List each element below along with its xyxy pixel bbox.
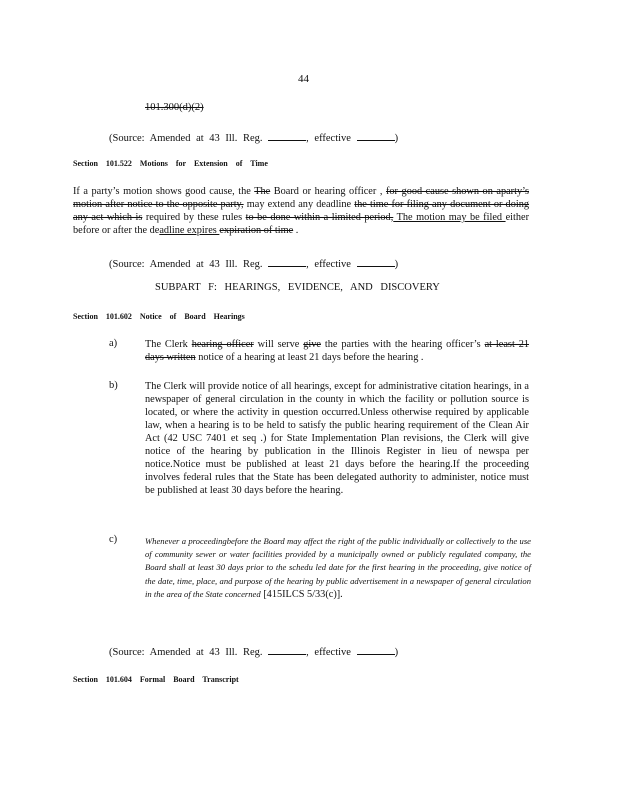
section-522-paragraph: If a party’s motion shows good cause, the The Board or hearing officer , for good cause shown on aparty’s motion after notice to the opposite party, may extend any deadline the time for filing any document or doing any act which is required by these rules to be done within a limited period, The motion may be filed either before or after the deadline expires expiration of time . xyxy=(73,186,530,236)
blank-line xyxy=(268,644,306,655)
source-line: (Source: Amended at 43 Ill. Reg. , effective ) xyxy=(109,256,398,270)
item-c-text: Whenever a proceedingbefore the Board may affect the right of the public individually or collectively to the use of community sewer or water facilities provided by a municipally owned or publicly regulated company, the Board shall at least 30 days prior to the schedu led date for the first hearing in the proceeding, give notice of the date, time, place, and purpose of the hearing by public advertisement in a newspaper of general circulation in the area of the State concerned [415ILCS 5/33(c)]. xyxy=(145,536,531,600)
blank-line xyxy=(268,130,306,141)
item-a-label: a) xyxy=(109,338,118,349)
page-number: 44 xyxy=(298,73,309,85)
blank-line xyxy=(357,256,395,267)
deleted-citation: 101.300(d)(2) xyxy=(145,102,204,113)
item-a-text: The Clerk hearing officer will serve give the parties with the hearing officer’s at least 21 days written notice of a hearing at least 21 days before the hearing . xyxy=(145,339,530,363)
source-label: (Source: xyxy=(109,133,145,144)
subpart-title: SUBPART F: HEARINGS, EVIDENCE, AND DISCOVERY xyxy=(155,282,440,293)
item-c-label: c) xyxy=(109,534,118,545)
item-b-label: b) xyxy=(109,380,118,391)
blank-line xyxy=(357,130,395,141)
source-line: (Source: Amended at 43 Ill. Reg. , effective ) xyxy=(109,644,398,658)
source-text: Amended at 43 Ill. Reg. xyxy=(149,133,263,144)
blank-line xyxy=(268,256,306,267)
item-b-text: The Clerk will provide notice of all hearings, except for administrative citation hearings, in a newspaper of general circulation in the county in which the facility or pollution source is located, or where the activity in question occurred.Unless otherwise required by applicable law, when a hearing is to be held to satisfy the public hearing requirement of the Clean Air Act (42 USC 7401 et seq .) for State Implementation Plan revisions, the Clerk will give notice of the hearing by publication in the Illinois Register in lieu of newspa per notice.Notice must be published at least 21 days before the hearing.If the proceeding involves federal rules that the State has been delegated authority to administer, notice must be published at least 30 days before the hearing. xyxy=(145,381,529,496)
section-heading-604: Section 101.604 Formal Board Transcript xyxy=(73,675,239,684)
source-effective: effective xyxy=(314,133,351,144)
source-line: (Source: Amended at 43 Ill. Reg. , effective ) xyxy=(109,130,398,144)
section-heading-602: Section 101.602 Notice of Board Hearings xyxy=(73,312,245,321)
section-heading-522: Section 101.522 Motions for Extension of Time xyxy=(73,159,268,168)
blank-line xyxy=(357,644,395,655)
